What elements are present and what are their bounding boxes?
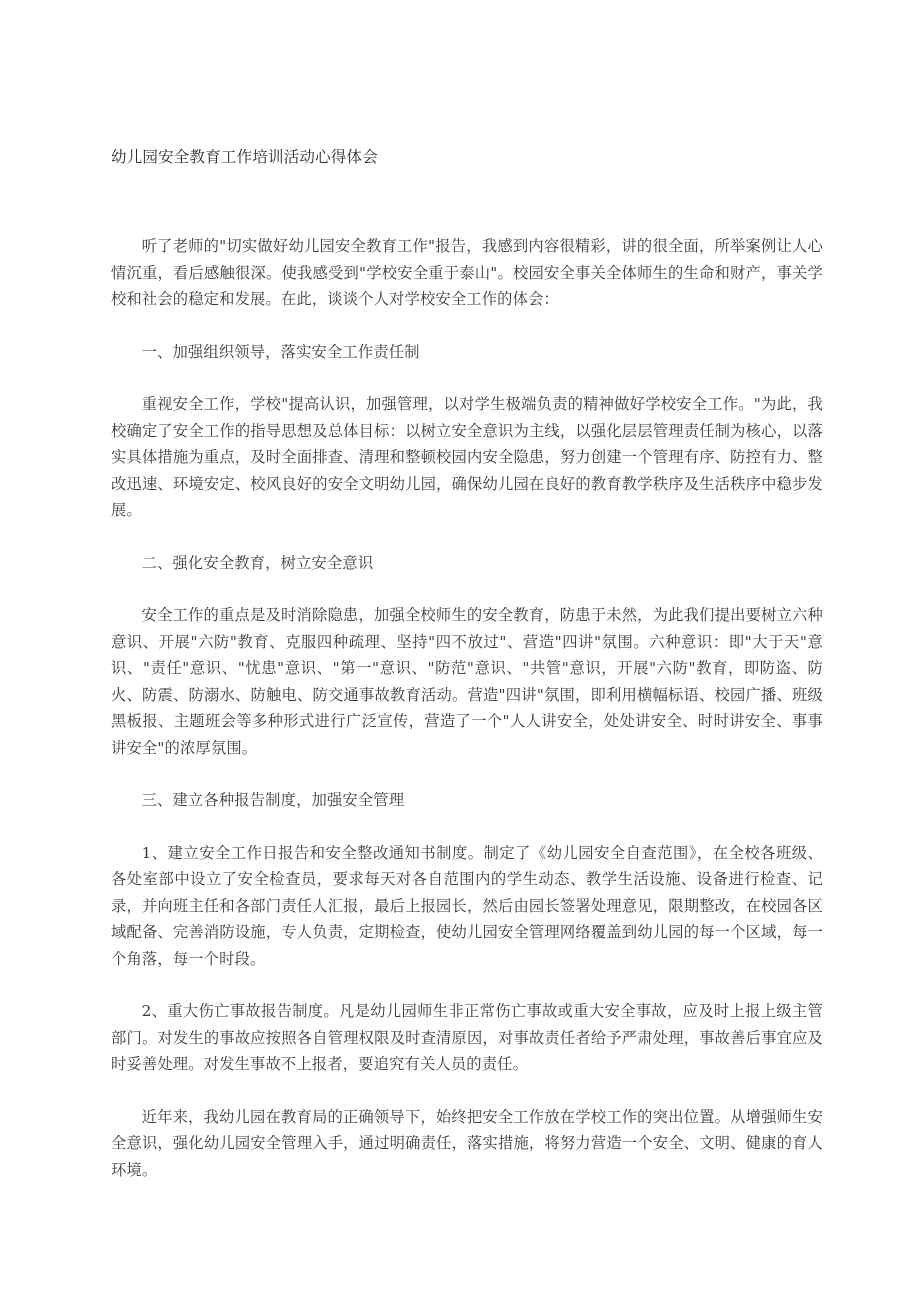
document-body	[111, 233, 823, 1209]
section-2-paragraph: 安全工作的重点是及时消除隐患，加强全校师生的安全教育，防患于未然，为此我们提出要树立六种意识、开展"六防"教育、克服四种疏理、坚持"四不放过"、营造"四讲"氛围。六种意识：即"大于天"意识、"责任"意识、"忧患"意识、"第一"意识、"防范"意识、"共管"意识，开展"六防"教育，即防盗、防火、防震、防溺水、防触电、防交通事故教育活动。营造"四讲"氛围，即利用横幅标语、校园广播、班级黑板报、主题班会等多种形式进行广泛宣传，营造了一个"人人讲安全，处处讲安全、时时讲安全、事事讲安全"的浓厚氛围。	[111, 606, 823, 757]
section-3-item-1-paragraph: 1、建立安全工作日报告和安全整改通知书制度。制定了《幼儿园安全自查范围》，在全校各班级、各处室部中设立了安全检查员，要求每天对各自范围内的学生动态、教学生活设施、设备进行检查、记录，并向班主任和各部门责任人汇报，最后上报园长，然后由园长签署处理意见，限期整改，在校园各区域配备、完善消防设施，专人负责，定期检查，使幼儿园安全管理网络覆盖到幼儿园的每一个区域，每一个角落，每一个时段。	[111, 843, 823, 968]
section-1-paragraph: 重视安全工作，学校"提高认识，加强管理，以对学生极端负责的精神做好学校安全工作。"为此，我校确定了安全工作的指导思想及总体目标：以树立安全意识为主线，以强化层层管理责任制为核心，以落实具体措施为重点，及时全面排查、清理和整顿校园内安全隐患，努力创建一个管理有序、防控有力、整改迅速、环境安定、校风良好的安全文明幼儿园，确保幼儿园在良好的教育教学秩序及生活秩序中稳步发展。	[111, 395, 823, 519]
conclusion-paragraph: 近年来，我幼儿园在教育局的正确领导下，始终把安全工作放在学校工作的突出位置。从增强师生安全意识，强化幼儿园安全管理入手，通过明确责任，落实措施，将努力营造一个安全、文明、健康的育人环境。	[111, 1107, 823, 1179]
section-3-item-2-paragraph: 2、重大伤亡事故报告制度。凡是幼儿园师生非正常伤亡事故或重大安全事故，应及时上报上级主管部门。对发生的事故应按照各自管理权限及时查清原因，对事故责任者给予严肃处理，事故善后事宜应及时妥善处理。对发生事故不上报者，要追究有关人员的责任。	[111, 1002, 823, 1073]
section-heading-3: 三、建立各种报告制度，加强安全管理	[141, 791, 405, 809]
section-heading-2: 二、强化安全教育，树立安全意识	[141, 553, 374, 572]
section-heading-1: 一、加强组织领导，落实安全工作责任制	[141, 342, 420, 361]
document-title: 幼儿园安全教育工作培训活动心得体会	[111, 148, 378, 166]
intro-paragraph: 听了老师的"切实做好幼儿园安全教育工作"报告，我感到内容很精彩，讲的很全面，所举案例让人心情沉重，看后感触很深。使我感受到"学校安全重于泰山"。校园安全事关全体师生的生命和财产，事关学校和社会的稳定和发展。在此，谈谈个人对学校安全工作的体会：	[111, 237, 823, 308]
